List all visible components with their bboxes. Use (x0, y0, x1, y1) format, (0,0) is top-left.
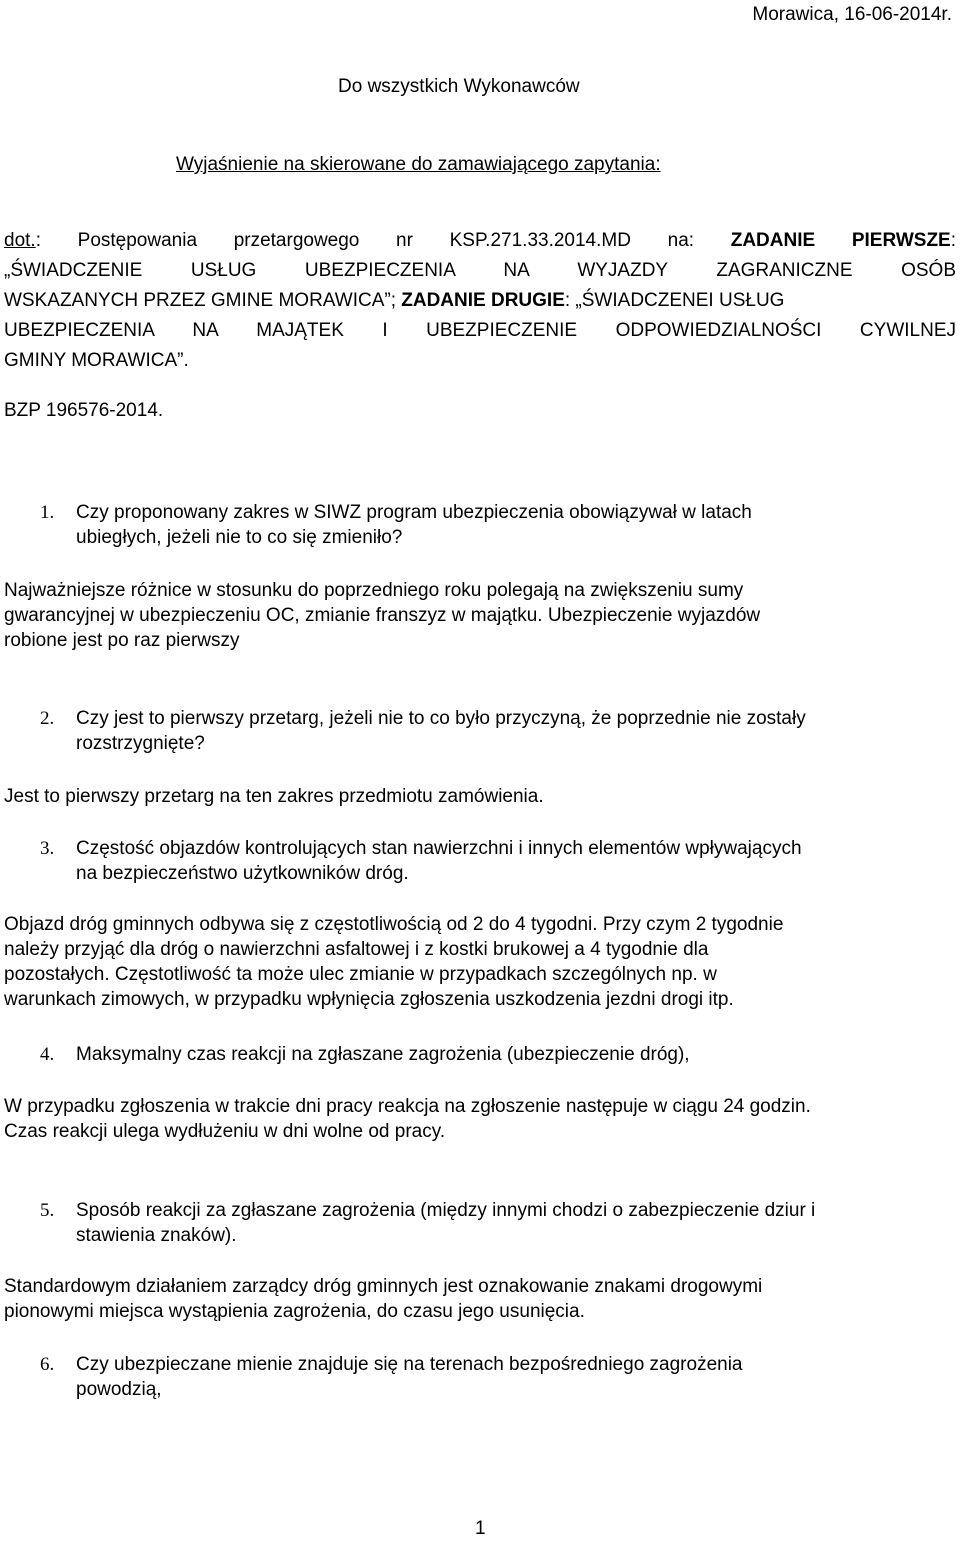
question-1: Czy proponowany zakres w SIWZ program ubezpieczenia obowiązywał w latach ubiegłych, jeżeli nie to co się zmieniło? (76, 502, 752, 548)
question-2: Czy jest to pierwszy przetarg, jeżeli nie to co było przyczyną, że poprzednie nie zostały rozstrzygnięte? (76, 708, 806, 754)
question-4: Maksymalny czas reakcji na zgłaszane zagrożenia (ubezpieczenie dróg), (76, 1044, 690, 1065)
ref-line-5: GMINY MORAWICA”. (4, 350, 189, 371)
question-number: 4. (40, 1044, 55, 1065)
question-number: 3. (40, 838, 55, 859)
addressee: Do wszystkich Wykonawców (338, 76, 580, 97)
question-number: 6. (40, 1354, 55, 1375)
answer-3: Objazd dróg gminnych odbywa się z częstotliwością od 2 do 4 tygodni. Przy czym 2 tygodnie należy przyjąć dla dróg o nawierzchni asfaltowej i z kostki brukowej a 4 tygodnie dla pozostałych. Częstotliwość ta może ulec zmianie w przypadkach szczególnych np. w warunkach zimowych, w przypadku wpłynięcia zgłoszenia uszkodzenia jezdni drogi itp. (4, 914, 784, 1010)
answer-5: Standardowym działaniem zarządcy dróg gminnych jest oznakowanie znakami drogowymi pionowymi miejsca wystąpienia zagrożenia, do czasu jego usunięcia. (4, 1276, 763, 1322)
bzp-number: BZP 196576-2014. (4, 400, 164, 421)
question-6: Czy ubezpieczane mienie znajduje się na terenach bezpośredniego zagrożenia powodzią, (76, 1354, 743, 1400)
document-title: Wyjaśnienie na skierowane do zamawiającego zapytania: (176, 154, 661, 175)
question-number: 5. (40, 1200, 55, 1221)
question-number: 1. (40, 502, 55, 523)
question-number: 2. (40, 708, 55, 729)
question-3: Częstość objazdów kontrolujących stan nawierzchni i innych elementów wpływających na bezpieczeństwo użytkowników dróg. (76, 838, 802, 884)
page-number: 1 (475, 1518, 486, 1539)
ref-line-4: UBEZPIECZENIA NA MAJĄTEK I UBEZPIECZENIE ODPOWIEDZIALNOŚCI CYWILNEJ (4, 320, 956, 341)
ref-prefix: dot. (4, 230, 36, 251)
answer-4: W przypadku zgłoszenia w trakcie dni pracy reakcja na zgłoszenie następuje w ciągu 24 godzin. Czas reakcji ulega wydłużeniu w dni wolne od pracy. (4, 1096, 811, 1142)
ref-line-1: dot.: Postępowania przetargowego nr KSP.271.33.2014.MD na: ZADANIE PIERWSZE: (4, 230, 957, 251)
answer-1: Najważniejsze różnice w stosunku do poprzedniego roku polegają na zwiększeniu sumy gwarancyjnej w ubezpieczeniu OC, zmianie franszyz w majątku. Ubezpieczenie wyjazdów robione jest po raz pierwszy (4, 580, 761, 651)
document-date: Morawica, 16-06-2014r. (752, 4, 952, 25)
ref-line-2: „ŚWIADCZENIE USŁUG UBEZPIECZENIA NA WYJAZDY ZAGRANICZNE OSÓB (4, 260, 956, 281)
answer-2: Jest to pierwszy przetarg na ten zakres przedmiotu zamówienia. (4, 786, 544, 807)
question-5: Sposób reakcji za zgłaszane zagrożenia (między innymi chodzi o zabezpieczenie dziur i stawienia znaków). (76, 1200, 816, 1246)
ref-line-3: WSKAZANYCH PRZEZ GMINE MORAWICA”; ZADANIE DRUGIE: „ŚWIADCZENEI USŁUG (4, 290, 785, 311)
